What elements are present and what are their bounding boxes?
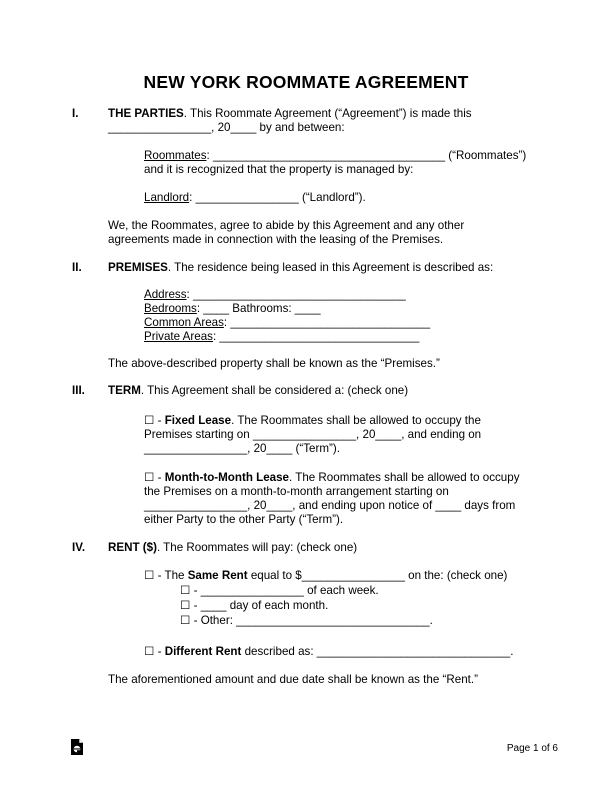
landlord-label: Landlord bbox=[144, 191, 190, 204]
section-number-term: III. bbox=[72, 384, 85, 397]
landlord-field: : ________________ (“Landlord”). bbox=[189, 191, 366, 204]
parties-paragraph-2: agreements made in connection with the leasing of the Premises. bbox=[108, 233, 444, 246]
fixed-lease-line-2: Premises starting on ________________, 20____, and ending on bbox=[144, 428, 482, 441]
rent-heading: RENT ($) bbox=[108, 541, 157, 554]
premises-intro: . The residence being leased in this Agreement is described as: bbox=[167, 261, 494, 274]
term-line-1 bbox=[108, 384, 408, 398]
document-title: NEW YORK ROOMMATE AGREEMENT bbox=[143, 72, 469, 92]
rent-option-other[interactable]: ☐ - Other: ______________________________. bbox=[180, 614, 433, 627]
roommates-field: : ____________________________________ (“Roommates”) bbox=[206, 149, 527, 162]
different-rent-line bbox=[144, 645, 513, 659]
mtm-lease-text: . The Roommates shall be allowed to occupy bbox=[289, 471, 520, 484]
term-intro: . This Agreement shall be considered a: (check one) bbox=[140, 384, 409, 397]
landlord-line bbox=[144, 191, 366, 205]
parties-line-1 bbox=[108, 107, 472, 121]
section-number-parties: I. bbox=[72, 107, 79, 120]
bedrooms-line bbox=[144, 302, 321, 316]
parties-heading: THE PARTIES bbox=[108, 107, 184, 120]
fixed-lease-line-3: ________________, 20____ (“Term”). bbox=[144, 442, 340, 455]
bedrooms-label: Bedrooms bbox=[144, 302, 197, 315]
mtm-lease-line-3: ________________, 20____, and ending upon notice of ____ days from bbox=[144, 499, 516, 512]
rent-option-weekly[interactable]: ☐ - ________________ of each week. bbox=[180, 584, 379, 597]
same-rent-text: equal to $________________ on the: (check one) bbox=[247, 569, 508, 582]
term-heading: TERM bbox=[108, 384, 141, 397]
address-field: : _________________________________ bbox=[186, 288, 406, 301]
rent-line-1 bbox=[108, 541, 357, 555]
private-areas-label: Private Areas bbox=[144, 330, 213, 343]
roommates-line bbox=[144, 149, 526, 163]
mtm-lease-line-4: either Party to the other Party (“Term”). bbox=[144, 513, 344, 526]
mtm-lease-label: Month-to-Month Lease bbox=[164, 471, 289, 484]
mtm-lease-line-1 bbox=[144, 471, 520, 485]
rent-option-monthly[interactable]: ☐ - ____ day of each month. bbox=[180, 599, 329, 612]
parties-intro: . This Roommate Agreement (“Agreement”) is made this bbox=[183, 107, 472, 120]
mtm-lease-checkbox[interactable]: ☐ - bbox=[144, 471, 165, 484]
address-label: Address bbox=[144, 288, 187, 301]
rent-closing: The aforementioned amount and due date shall be known as the “Rent.” bbox=[108, 673, 478, 686]
page-number: Page 1 of 6 bbox=[506, 743, 558, 754]
same-rent-line bbox=[144, 569, 507, 583]
eforms-logo-icon bbox=[70, 738, 84, 756]
different-rent-label: Different Rent bbox=[164, 645, 242, 658]
address-line bbox=[144, 288, 406, 302]
common-areas-field: : _______________________________ bbox=[223, 316, 431, 329]
roommates-line-2: and it is recognized that the property is managed by: bbox=[144, 163, 414, 176]
section-number-premises: II. bbox=[72, 261, 82, 274]
premises-line-1 bbox=[108, 261, 493, 275]
common-areas-label: Common Areas bbox=[144, 316, 224, 329]
rent-intro: . The Roommates will pay: (check one) bbox=[156, 541, 358, 554]
same-rent-checkbox[interactable]: ☐ - The bbox=[144, 569, 188, 582]
private-areas-field: : _______________________________ bbox=[212, 330, 420, 343]
same-rent-label: Same Rent bbox=[187, 569, 248, 582]
premises-closing: The above-described property shall be known as the “Premises.” bbox=[108, 357, 440, 370]
bedrooms-field: : ____ Bathrooms: ____ bbox=[196, 302, 321, 315]
parties-date-line: ________________, 20____ by and between: bbox=[108, 121, 345, 134]
common-areas-line bbox=[144, 316, 430, 330]
fixed-lease-text: . The Roommates shall be allowed to occupy the bbox=[231, 414, 481, 427]
section-number-rent: IV. bbox=[72, 541, 86, 554]
mtm-lease-line-2: the Premises on a month-to-month arrangement starting on bbox=[144, 485, 449, 498]
fixed-lease-label: Fixed Lease bbox=[164, 414, 232, 427]
fixed-lease-checkbox[interactable]: ☐ - bbox=[144, 414, 165, 427]
fixed-lease-line-1 bbox=[144, 414, 481, 428]
private-areas-line bbox=[144, 330, 419, 344]
roommates-label: Roommates bbox=[144, 149, 207, 162]
different-rent-text: described as: ______________________________. bbox=[241, 645, 514, 658]
parties-paragraph-1: We, the Roommates, agree to abide by this Agreement and any other bbox=[108, 219, 465, 232]
premises-heading: PREMISES bbox=[108, 261, 168, 274]
different-rent-checkbox[interactable]: ☐ - bbox=[144, 645, 165, 658]
